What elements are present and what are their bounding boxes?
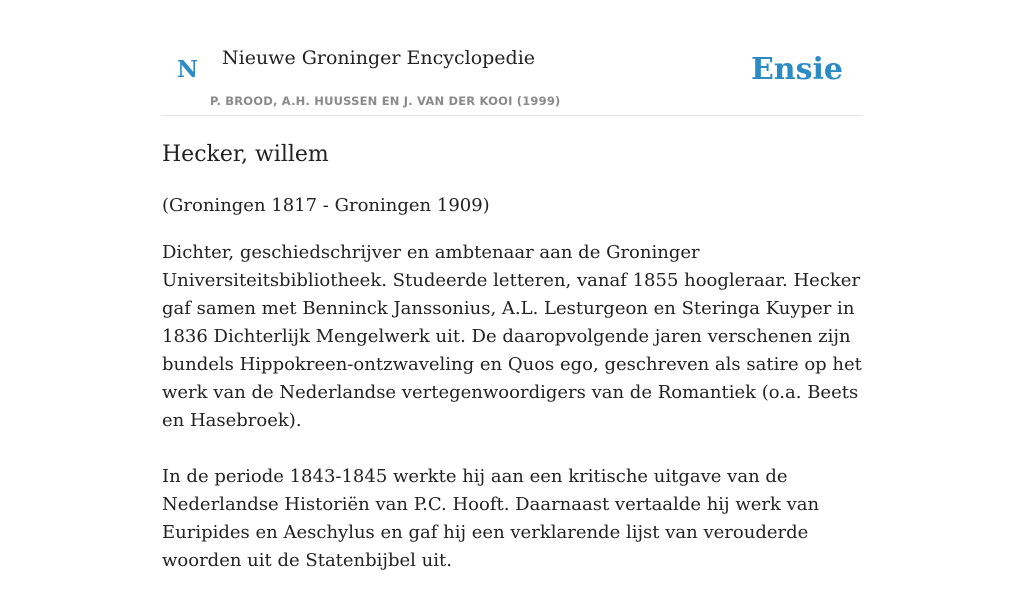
article-title: Hecker, willem <box>162 142 329 167</box>
encyclopedia-logo[interactable]: N <box>177 56 199 83</box>
page <box>162 0 862 571</box>
encyclopedia-authors: P. BROOD, A.H. HUUSSEN EN J. VAN DER KOOI (1999) <box>210 94 561 108</box>
encyclopedia-title[interactable]: Nieuwe Groninger Encyclopedie <box>222 47 536 69</box>
encyclopedia-header <box>162 0 862 116</box>
article-lifespan: (Groningen 1817 - Groningen 1909) <box>162 195 490 216</box>
article-body <box>162 192 862 594</box>
ensie-brand-logo[interactable]: Ensie <box>750 52 843 87</box>
article-paragraph: Dichter, geschiedschrijver en ambtenaar aan de Groninger Universiteitsbibliotheek. Studeerde letteren, vanaf 1855 hoogleraar. Hecker gaf samen met Benninck Janssonius, A.L. Lesturgeon en Steringa Kuyper in 1836 Dichterlijk Mengelwerk uit. De daaropvolgende jaren verschenen zijn bundels Hippokreen-ontzwaveling en Quos ego, geschreven als satire op het werk van de Nederlandse vertegenwoordigers van de Romantiek (o.a. Beets en Hasebroek). <box>162 242 862 431</box>
article-paragraph: In de periode 1843-1845 werkte hij aan een kritische uitgave van de Nederlandse Historiën van P.C. Hooft. Daarnaast vertaalde hij werk van Euripides en Aeschylus en gaf hij een verklarende lijst van verouderde woorden uit de Statenbijbel uit. <box>162 466 820 571</box>
